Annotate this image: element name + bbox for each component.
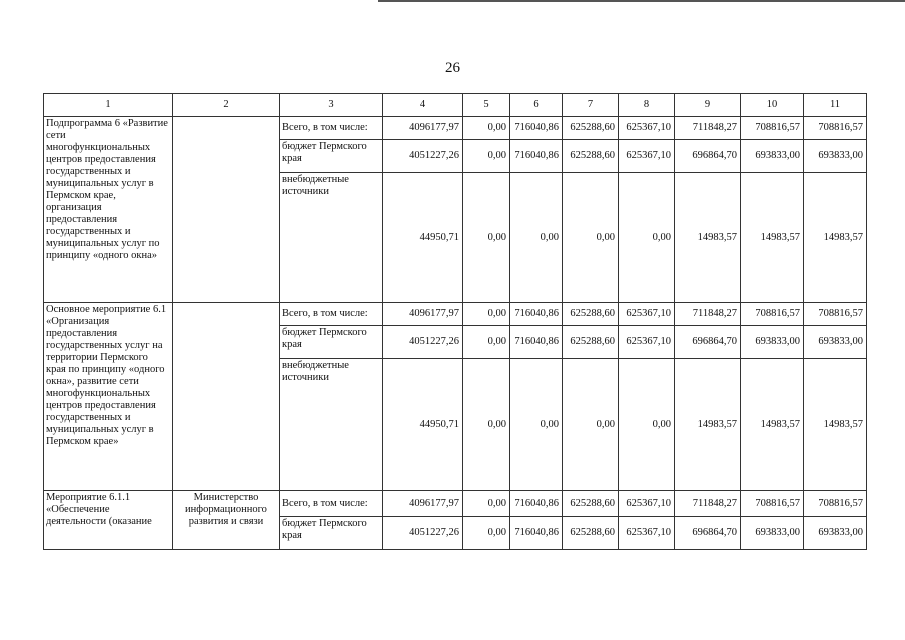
table-row	[44, 491, 867, 517]
value-cell: 625367,10	[619, 491, 675, 517]
main-activity-description: Основное мероприятие 6.1 «Организация предоставления государственных услуг на территории Пермского края по принципу «одного окна», развитие сети многофункциональных центров предоставления государственных и муниципальных услуг в Пермском крае»	[44, 303, 173, 491]
value-cell: 14983,57	[804, 359, 867, 491]
col-header: 10	[741, 94, 804, 117]
value-cell: 708816,57	[741, 491, 804, 517]
value-cell: 711848,27	[675, 117, 741, 140]
value-cell: 4096177,97	[383, 303, 463, 326]
value-cell: 14983,57	[675, 173, 741, 303]
col-header: 1	[44, 94, 173, 117]
source-label: внебюджетные источники	[280, 173, 383, 303]
value-cell: 708816,57	[804, 491, 867, 517]
value-cell: 625288,60	[563, 117, 619, 140]
page-number: 26	[445, 60, 460, 76]
value-cell: 44950,71	[383, 359, 463, 491]
value-cell: 711848,27	[675, 491, 741, 517]
value-cell: 625367,10	[619, 117, 675, 140]
col-header: 6	[510, 94, 563, 117]
value-cell: 693833,00	[741, 140, 804, 173]
table-row	[44, 117, 867, 140]
col-header: 11	[804, 94, 867, 117]
value-cell: 693833,00	[741, 517, 804, 550]
value-cell: 14983,57	[741, 173, 804, 303]
value-cell: 625288,60	[563, 303, 619, 326]
source-label: Всего, в том числе:	[280, 117, 383, 140]
value-cell: 0,00	[463, 517, 510, 550]
source-label: бюджет Пермского края	[280, 140, 383, 173]
col-header: 9	[675, 94, 741, 117]
source-label: Всего, в том числе:	[280, 303, 383, 326]
value-cell: 4096177,97	[383, 117, 463, 140]
executor-cell: Министерство информационного развития и связи	[173, 491, 280, 550]
activity-description: Мероприятие 6.1.1 «Обеспечение деятельности (оказание	[44, 491, 173, 550]
value-cell: 716040,86	[510, 491, 563, 517]
source-label: Всего, в том числе:	[280, 491, 383, 517]
subprogram-description: Подпрограмма 6 «Развитие сети многофункциональных центров предоставления государственных и муниципальных услуг в Пермском крае, организация предоставления государственных и муниципальных услуг по принципу «одного окна»	[44, 117, 173, 303]
value-cell: 0,00	[463, 117, 510, 140]
value-cell: 716040,86	[510, 326, 563, 359]
value-cell: 0,00	[619, 359, 675, 491]
value-cell: 0,00	[463, 326, 510, 359]
funding-table	[43, 93, 867, 550]
value-cell: 716040,86	[510, 303, 563, 326]
value-cell: 693833,00	[804, 140, 867, 173]
value-cell: 716040,86	[510, 140, 563, 173]
value-cell: 625367,10	[619, 517, 675, 550]
value-cell: 14983,57	[804, 173, 867, 303]
value-cell: 4051227,26	[383, 517, 463, 550]
source-label: бюджет Пермского края	[280, 326, 383, 359]
value-cell: 716040,86	[510, 117, 563, 140]
value-cell: 14983,57	[675, 359, 741, 491]
value-cell: 696864,70	[675, 517, 741, 550]
value-cell: 0,00	[510, 359, 563, 491]
value-cell: 0,00	[563, 173, 619, 303]
source-label: внебюджетные источники	[280, 359, 383, 491]
value-cell: 0,00	[619, 173, 675, 303]
value-cell: 625367,10	[619, 140, 675, 173]
value-cell: 708816,57	[804, 303, 867, 326]
value-cell: 0,00	[510, 173, 563, 303]
value-cell: 0,00	[463, 173, 510, 303]
col-header: 3	[280, 94, 383, 117]
value-cell: 625367,10	[619, 326, 675, 359]
executor-cell	[173, 117, 280, 303]
value-cell: 696864,70	[675, 326, 741, 359]
table-row	[44, 303, 867, 326]
value-cell: 708816,57	[804, 117, 867, 140]
value-cell: 0,00	[563, 359, 619, 491]
col-header: 4	[383, 94, 463, 117]
value-cell: 0,00	[463, 491, 510, 517]
value-cell: 708816,57	[741, 303, 804, 326]
value-cell: 625288,60	[563, 517, 619, 550]
value-cell: 625288,60	[563, 326, 619, 359]
value-cell: 716040,86	[510, 517, 563, 550]
col-header: 2	[173, 94, 280, 117]
value-cell: 693833,00	[804, 326, 867, 359]
value-cell: 708816,57	[741, 117, 804, 140]
value-cell: 0,00	[463, 359, 510, 491]
value-cell: 696864,70	[675, 140, 741, 173]
value-cell: 625288,60	[563, 140, 619, 173]
top-rule	[378, 0, 905, 2]
executor-cell	[173, 303, 280, 491]
value-cell: 693833,00	[804, 517, 867, 550]
value-cell: 44950,71	[383, 173, 463, 303]
value-cell: 625288,60	[563, 491, 619, 517]
header-row	[44, 94, 867, 117]
col-header: 8	[619, 94, 675, 117]
value-cell: 0,00	[463, 140, 510, 173]
value-cell: 14983,57	[741, 359, 804, 491]
value-cell: 4051227,26	[383, 140, 463, 173]
col-header: 5	[463, 94, 510, 117]
value-cell: 0,00	[463, 303, 510, 326]
source-label: бюджет Пермского края	[280, 517, 383, 550]
value-cell: 711848,27	[675, 303, 741, 326]
col-header: 7	[563, 94, 619, 117]
value-cell: 4096177,97	[383, 491, 463, 517]
value-cell: 693833,00	[741, 326, 804, 359]
value-cell: 4051227,26	[383, 326, 463, 359]
value-cell: 625367,10	[619, 303, 675, 326]
